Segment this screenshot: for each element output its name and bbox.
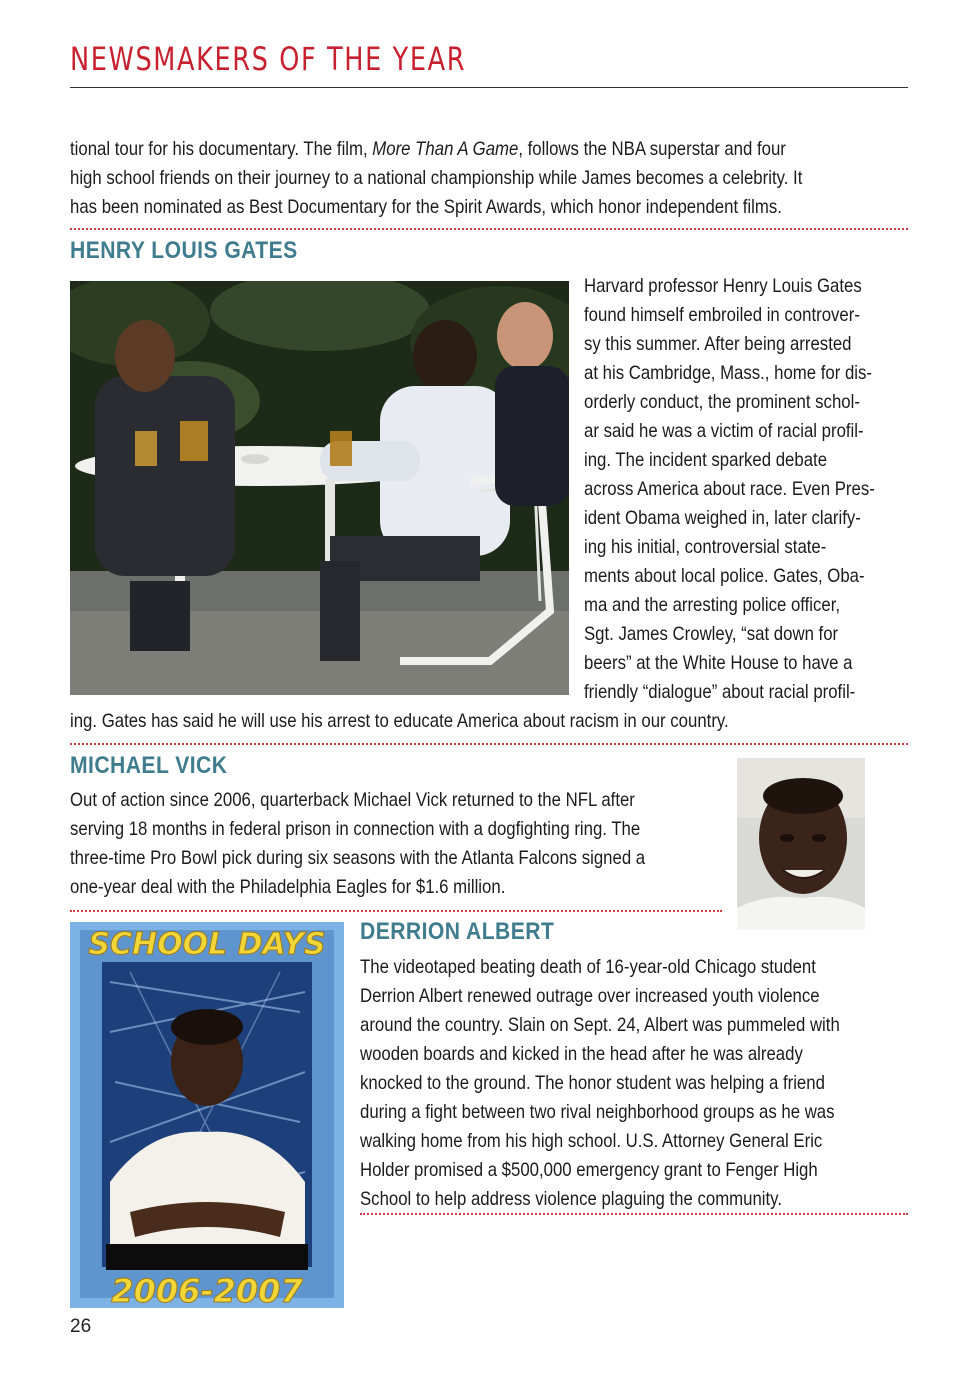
intro-line-1-end: , follows the NBA superstar and four [518, 138, 786, 160]
gates-line: Harvard professor Henry Louis Gates [584, 275, 862, 297]
gates-line: at his Cambridge, Mass., home for dis- [584, 362, 872, 384]
vick-line: one-year deal with the Philadelphia Eagles for $1.6 million. [70, 876, 506, 898]
intro-line-2: high school friends on their journey to a national championship while James becomes a celebrity. It [70, 167, 803, 189]
header-rule [70, 87, 908, 88]
section-divider [360, 1213, 908, 1215]
albert-line: School to help address violence plaguing the community. [360, 1188, 782, 1210]
gates-last-line [70, 707, 729, 736]
gates-line: across America about race. Even Pres- [584, 478, 875, 500]
intro-paragraph [70, 135, 802, 222]
film-title: More Than A Game [372, 138, 519, 160]
albert-line: Derrion Albert renewed outrage over increased youth violence [360, 985, 820, 1007]
vick-line: Out of action since 2006, quarterback Michael Vick returned to the NFL after [70, 789, 635, 811]
gates-beer-summit-photo [70, 281, 569, 695]
gates-line: found himself embroiled in controver- [584, 304, 860, 326]
intro-line-1 [70, 135, 802, 164]
vick-heading: MICHAEL VICK [70, 752, 228, 779]
section-divider [70, 910, 722, 912]
page-header-title: NEWSMAKERS OF THE YEAR [70, 40, 467, 78]
gates-line: ar said he was a victim of racial profil- [584, 420, 864, 442]
photo-caption-bottom: 2006-2007 [111, 1272, 303, 1308]
gates-line: ments about local police. Gates, Oba- [584, 565, 865, 587]
section-divider [70, 743, 908, 745]
gates-line: orderly conduct, the prominent schol- [584, 391, 860, 413]
gates-line: ma and the arresting police officer, [584, 594, 841, 616]
gates-heading: HENRY LOUIS GATES [70, 237, 298, 264]
vick-line: serving 18 months in federal prison in connection with a dogfighting ring. The [70, 818, 641, 840]
albert-line: wooden boards and kicked in the head after he was already [360, 1043, 803, 1065]
intro-line-3: has been nominated as Best Documentary for the Spirit Awards, which honor independent films. [70, 196, 782, 218]
gates-line: sy this summer. After being arrested [584, 333, 852, 355]
albert-school-photo [70, 922, 344, 1308]
gates-line: ing. The incident sparked debate [584, 449, 828, 471]
gates-line: beers” at the White House to have a [584, 652, 853, 674]
page-number: 26 [70, 1316, 92, 1337]
gates-line: ing. Gates has said he will use his arrest to educate America about racism in our country. [70, 710, 729, 732]
vick-line: three-time Pro Bowl pick during six seasons with the Atlanta Falcons signed a [70, 847, 646, 869]
albert-line: during a fight between two rival neighborhood groups as he was [360, 1101, 835, 1123]
albert-paragraph [360, 953, 840, 1214]
albert-line: walking home from his high school. U.S. Attorney General Eric [360, 1130, 823, 1152]
albert-line: The videotaped beating death of 16-year-old Chicago student [360, 956, 816, 978]
albert-line: around the country. Slain on Sept. 24, Albert was pummeled with [360, 1014, 840, 1036]
albert-line: Holder promised a $500,000 emergency grant to Fenger High [360, 1159, 818, 1181]
intro-line-1-start: tional tour for his documentary. The film, [70, 138, 373, 160]
gates-column-text [584, 272, 875, 707]
section-divider [70, 228, 908, 230]
gates-line: ing his initial, controversial state- [584, 536, 827, 558]
albert-line: knocked to the ground. The honor student was helping a friend [360, 1072, 825, 1094]
albert-heading: DERRION ALBERT [360, 918, 555, 945]
photo-caption-top: SCHOOL DAYS [88, 927, 326, 962]
vick-portrait-photo [737, 758, 865, 930]
gates-line: friendly “dialogue” about racial profil- [584, 681, 856, 703]
vick-paragraph [70, 786, 645, 902]
gates-line: ident Obama weighed in, later clarify- [584, 507, 861, 529]
gates-line: Sgt. James Crowley, “sat down for [584, 623, 839, 645]
